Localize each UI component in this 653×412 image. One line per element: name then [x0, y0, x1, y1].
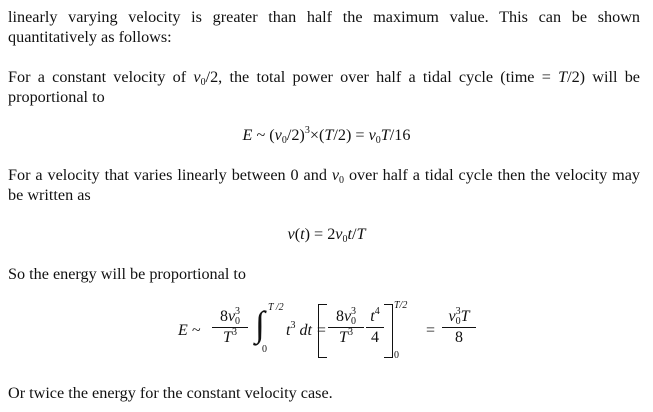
- text-run: /: [351, 225, 357, 243]
- var-v: v: [287, 225, 295, 243]
- left-bracket: [318, 304, 327, 358]
- superscript: 3: [304, 125, 310, 136]
- fraction-t4-over-4: $t^4$ 4: [366, 308, 384, 347]
- var-T: T: [356, 225, 366, 243]
- integral-sign: ∫: [255, 304, 265, 344]
- text-run: ~ (: [252, 126, 275, 144]
- integral-upper-limit: T /2: [268, 302, 284, 313]
- subscript: 0: [375, 135, 381, 146]
- text-run: /2, the total power over half a tidal cycle (time =: [205, 68, 559, 86]
- paragraph-energy-proportional: So the energy will be proportional to: [8, 265, 246, 283]
- text-run: ) = 2: [304, 225, 336, 243]
- subscript: 0: [200, 77, 206, 88]
- text-run: /16: [389, 126, 411, 144]
- right-bracket: [384, 304, 393, 358]
- text-run: over half a tidal cycle then the velocity may be written as: [8, 166, 640, 204]
- bracket-upper-limit: T/2: [394, 300, 408, 311]
- equation-integral-energy: [0, 300, 653, 364]
- var-v: v: [331, 166, 340, 184]
- fraction-8v0-over-T3-bracket: $8v_0^3$ $T^3$: [328, 308, 364, 347]
- equation-velocity: [0, 224, 653, 244]
- var-T: T: [558, 68, 568, 86]
- text-run: /2): [286, 126, 305, 144]
- text-run: For a constant velocity of: [8, 68, 194, 86]
- text-run: (: [294, 225, 301, 243]
- paragraph-conclusion: Or twice the energy for the constant velocity case.: [8, 384, 333, 402]
- subscript: 0: [281, 135, 287, 146]
- paragraph-linear-velocity: [8, 165, 640, 205]
- text-run: /2) =: [333, 126, 369, 144]
- text-run: /2) will be proportional to: [8, 68, 640, 106]
- subscript: 0: [339, 175, 345, 186]
- paragraph-intro: linearly varying velocity is greater than half the maximum value. This can be shown quantitatively as follows:: [8, 8, 640, 46]
- var-v: v: [335, 225, 343, 243]
- var-E: E: [242, 126, 253, 144]
- bracket-lower-limit: 0: [394, 350, 399, 361]
- eq-lhs: E ~: [178, 322, 201, 339]
- fraction-v0T-over-8: $v_0^3T$ 8: [442, 308, 476, 347]
- subscript: 0: [342, 234, 348, 245]
- text-run: For a velocity that varies linearly between 0 and: [8, 166, 332, 184]
- var-t: t: [300, 225, 305, 243]
- var-v: v: [193, 68, 201, 86]
- text-run: ×(: [309, 126, 325, 144]
- var-T: T: [380, 126, 390, 144]
- var-t: t: [347, 225, 352, 243]
- integral-lower-limit: 0: [262, 344, 267, 355]
- integrand: $t^3$ dt =: [286, 320, 327, 339]
- equation-constant-energy: [0, 125, 653, 145]
- var-T: T: [324, 126, 334, 144]
- paragraph-constant-velocity: [8, 67, 640, 107]
- equals-sign: =: [426, 322, 436, 339]
- fraction-8v0-over-T3: $8v_0^3$ $T^3$: [212, 308, 248, 347]
- var-v: v: [368, 126, 376, 144]
- var-v: v: [274, 126, 282, 144]
